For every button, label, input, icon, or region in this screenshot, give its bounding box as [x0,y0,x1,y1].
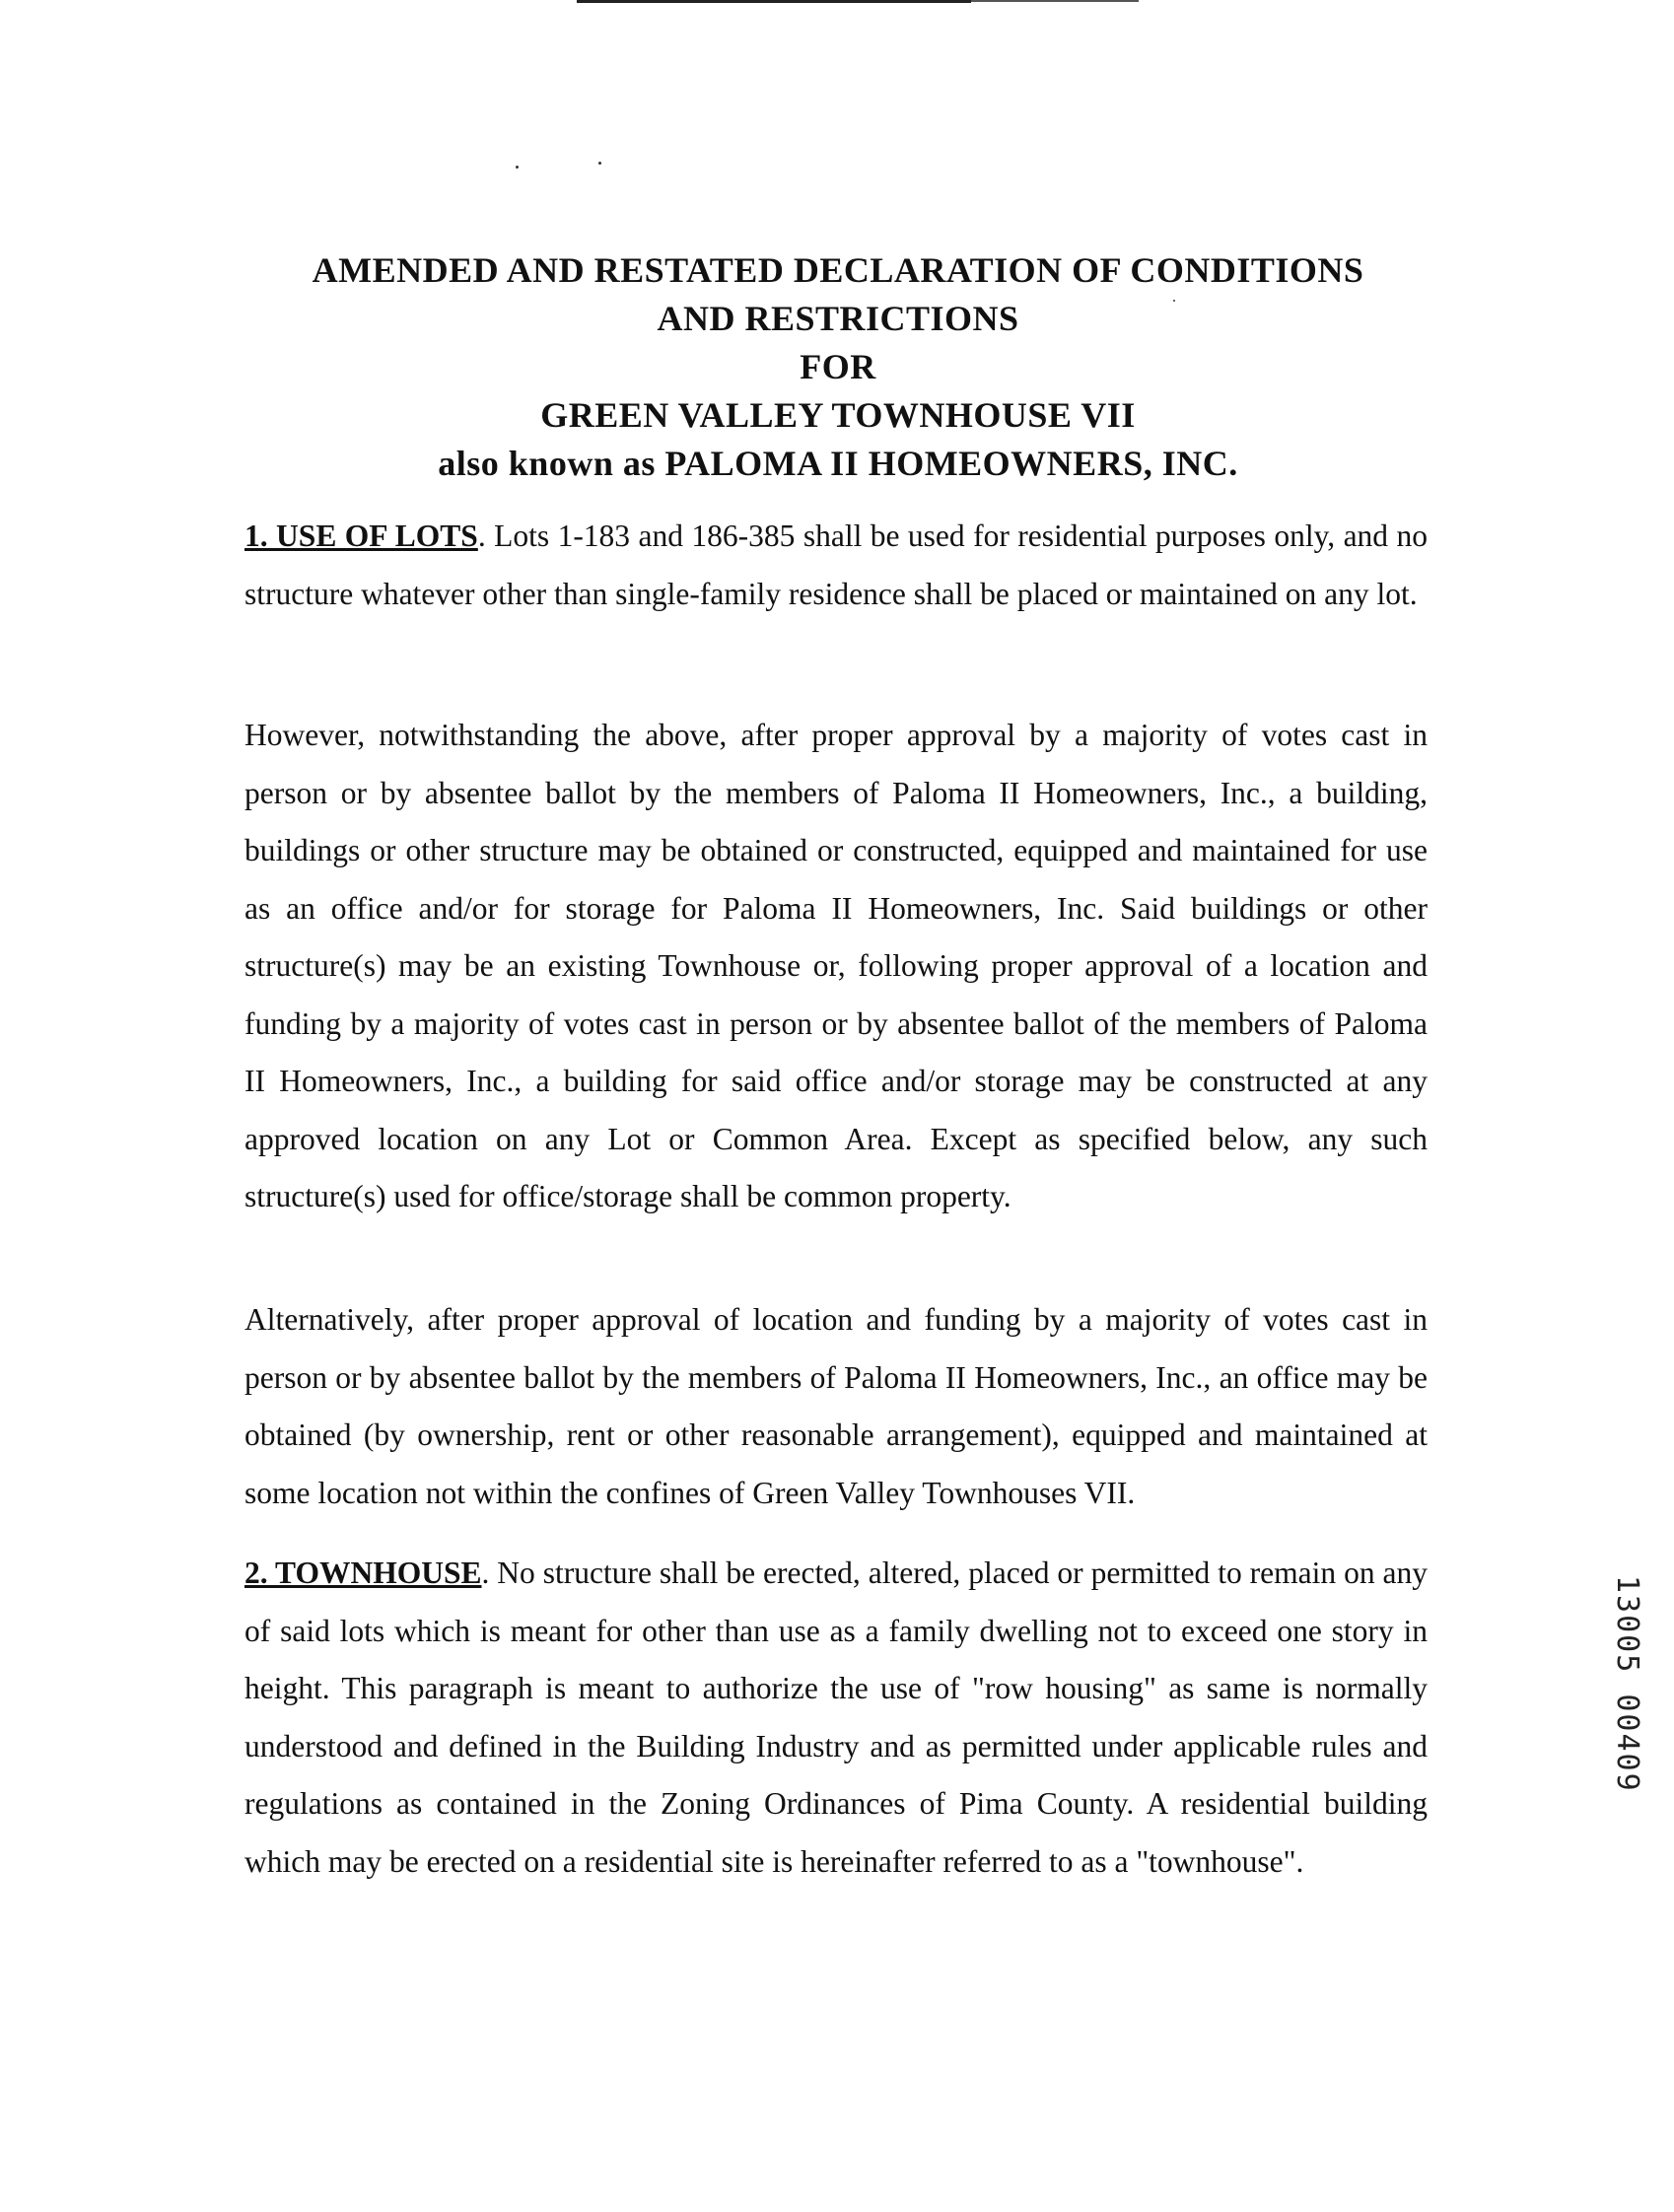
section-2-heading: 2. TOWNHOUSE [244,1555,482,1590]
scan-top-rule-secondary [971,0,1139,2]
section-1-paragraph-1 [244,508,1428,623]
section-1-text: . Lots 1-183 and 186-385 shall be used for residential purposes only, and no structure whatever other than single-family residence shall be placed or maintained on any lot. [244,518,1428,611]
scan-speck [598,162,601,165]
title-line-5: also known as PALOMA II HOMEOWNERS, INC. [438,444,1238,483]
section-2-paragraph-1 [244,1545,1428,1891]
section-1-heading: 1. USE OF LOTS [244,518,478,553]
title-line-3: FOR [800,347,876,386]
title-line-4: GREEN VALLEY TOWNHOUSE VII [540,395,1136,435]
section-1-paragraph-2 [244,707,1428,1226]
section-1-paragraph-3 [244,1291,1428,1522]
scan-top-rule [577,0,971,3]
section-1-text-3: Alternatively, after proper approval of location and funding by a majority of votes cast in person or by absentee ballot by the members of Paloma II Homeowners, Inc., an office may be obtained (by ownership, rent or other reasonable arrangement), equipped and maintained at some location not within the confines of Green Valley Townhouses VII. [244,1302,1428,1510]
document-title [237,246,1439,488]
scan-speck [516,166,519,169]
section-1-text-2: However, notwithstanding the above, after proper approval by a majority of votes cast in person or by absentee ballot by the members of Paloma II Homeowners, Inc., a building, buildings or other structure may be obtained or constructed, equipped and maintained for use as an office and/or for storage for Paloma II Homeowners, Inc. Said buildings or other structure(s) may be an existing Townhouse or, following proper approval of a location and funding by a majority of votes cast in person or by absentee ballot of the members of Paloma II Homeowners, Inc., a building for said office and/or storage may be constructed at any approved location on any Lot or Common Area. Except as specified below, any such structure(s) used for office/storage shall be common property. [244,718,1428,1213]
recording-stamp: 13005 00409 [1610,1575,1644,1793]
title-line-1: AMENDED AND RESTATED DECLARATION OF CONDITIONS [312,250,1364,290]
title-line-2: AND RESTRICTIONS [657,299,1019,338]
section-2-text: . No structure shall be erected, altered, placed or permitted to remain on any of said lots which is meant for other than use as a family dwelling not to exceed one story in height. This paragraph is meant to authorize the use of "row housing" as same is normally understood and defined in the Building Industry and as permitted under applicable rules and regulations as contained in the Zoning Ordinances of Pima County. A residential building which may be erected on a residential site is hereinafter referred to as a "townhouse". [244,1555,1428,1879]
